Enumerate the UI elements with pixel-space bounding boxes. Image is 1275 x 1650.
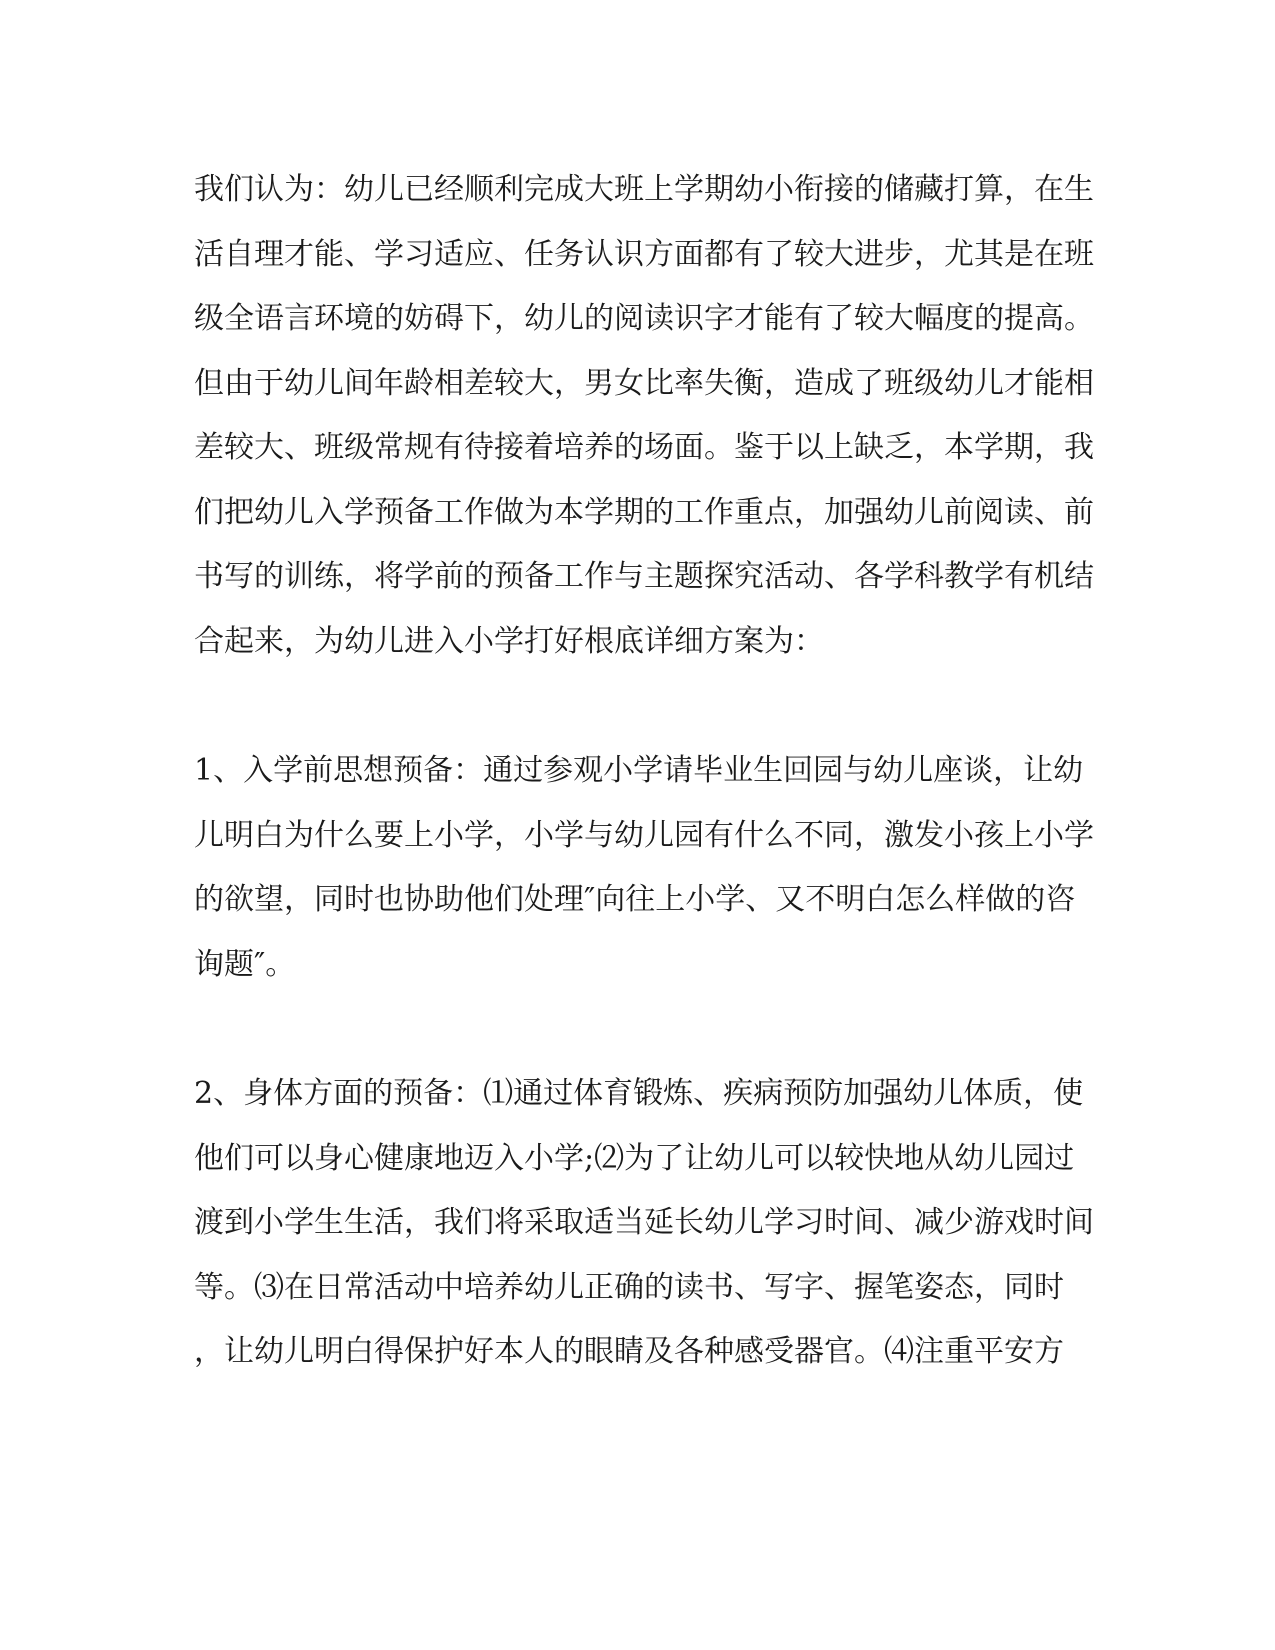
text-line: 渡到小学生生活，我们将采取适当延长幼儿学习时间、减少游戏时间: [194, 1205, 1094, 1240]
text-line: 2、身体方面的预备：⑴通过体育锻炼、疾病预防加强幼儿体质，使: [194, 1076, 1084, 1111]
text-line: 合起来，为幼儿进入小学打好根底详细方案为：: [194, 623, 824, 659]
text-line: 1、入学前思想预备：通过参观小学请毕业生回园与幼儿座谈，让幼: [194, 753, 1084, 788]
text-line: 们把幼儿入学预备工作做为本学期的工作重点，加强幼儿前阅读、前: [194, 494, 1094, 530]
text-line: 但由于幼儿间年龄相差较大，男女比率失衡，造成了班级幼儿才能相: [194, 365, 1094, 401]
paragraph-intro: [194, 158, 1094, 674]
paragraph-item-2: [194, 1062, 1094, 1385]
text-line: 的欲望，同时也协助他们处理″向往上小学、又不明白怎么样做的咨: [194, 882, 1076, 917]
text-line: 活自理才能、学习适应、任务认识方面都有了较大进步，尤其是在班: [194, 236, 1094, 272]
text-line: 等。⑶在日常活动中培养幼儿正确的读书、写字、握笔姿态，同时: [194, 1269, 1064, 1305]
text-line: 询题″。: [194, 946, 296, 982]
text-line: 他们可以身心健康地迈入小学;⑵为了让幼儿可以较快地从幼儿园过: [194, 1140, 1075, 1176]
text-line: 儿明白为什么要上小学，小学与幼儿园有什么不同，激发小孩上小学: [194, 817, 1094, 853]
text-line: 书写的训练，将学前的预备工作与主题探究活动、各学科教学有机结: [194, 559, 1094, 594]
text-line: 我们认为：幼儿已经顺利完成大班上学期幼小衔接的储藏打算，在生: [194, 172, 1094, 207]
paragraph-item-1: [194, 739, 1094, 997]
text-line: 级全语言环境的妨碍下，幼儿的阅读识字才能有了较大幅度的提高。: [194, 301, 1094, 336]
text-line: 差较大、班级常规有待接着培养的场面。鉴于以上缺乏，本学期，我: [194, 430, 1094, 465]
text-line: ，让幼儿明白得保护好本人的眼睛及各种感受器官。⑷注重平安方: [194, 1334, 1064, 1369]
